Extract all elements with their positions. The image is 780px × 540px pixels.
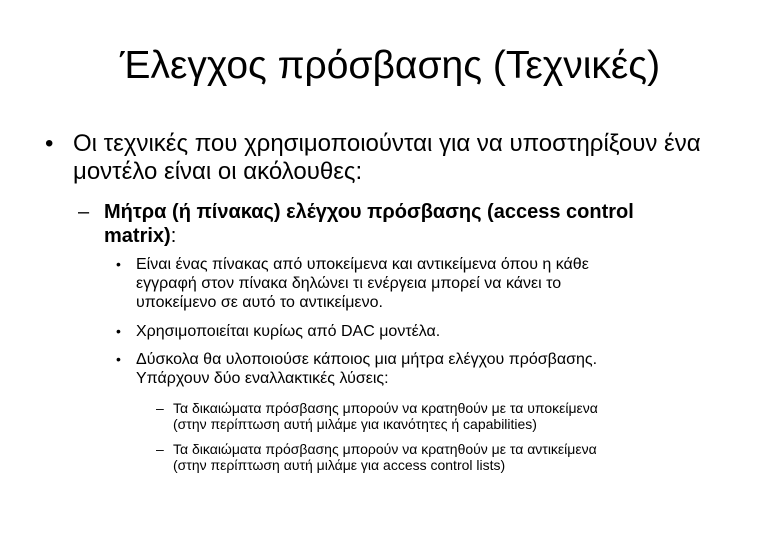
bullet-level3-text <box>136 255 756 312</box>
text-line: Τα δικαιώματα πρόσβασης μπορούν να κρατηθούν με τα υποκείμενα <box>173 400 598 416</box>
text-line: υποκείμενο σε αυτό το αντικείμενο. <box>136 294 383 311</box>
bullet-icon: • <box>116 351 121 367</box>
text-line: Δύσκολα θα υλοποιούσε κάποιος μια μήτρα ελέγχου πρόσβασης. <box>136 351 598 368</box>
bullet-level4-text <box>173 400 763 432</box>
text-line: (στην περίπτωση αυτή μιλάμε για ικανότητες ή capabilities) <box>173 416 537 432</box>
text-line: Υπάρχουν δύο εναλλακτικές λύσεις: <box>136 370 389 387</box>
heading-colon: : <box>170 225 177 247</box>
text-line: Χρησιμοποιείται κυρίως από DAC μοντέλα. <box>136 323 441 340</box>
bullet-level2-text <box>104 200 704 248</box>
bullet-icon: • <box>116 256 121 272</box>
text-line: Είναι ένας πίνακας από υποκείμενα και αντικείμενα όπου η κάθε <box>136 256 589 273</box>
dash-icon: – <box>156 441 164 457</box>
dash-icon: – <box>78 201 90 223</box>
text-line: εγγραφή στον πίνακα δηλώνει τι ενέργεια μπορεί να κάνει το <box>136 275 562 292</box>
bullet-level3-text <box>136 322 756 341</box>
text-line: (στην περίπτωση αυτή μιλάμε για access control lists) <box>173 457 506 473</box>
text-line: Τα δικαιώματα πρόσβασης μπορούν να κρατηθούν με τα αντικείμενα <box>173 441 597 457</box>
dash-icon: – <box>156 400 164 416</box>
bullet-level3-text <box>136 350 756 388</box>
bullet-level4-text <box>173 441 763 473</box>
bullet-icon: • <box>116 323 121 339</box>
slide-title: Έλεγχος πρόσβασης (Τεχνικές) <box>119 44 661 87</box>
access-control-matrix-heading: Μήτρα (ή πίνακας) ελέγχου πρόσβασης (access control matrix) <box>104 201 634 247</box>
bullet-icon: • <box>45 130 54 157</box>
bullet-level1-text: Οι τεχνικές που χρησιμοποιούνται για να υποστηρίξουν ένα μοντέλο είναι οι ακόλουθες: <box>73 130 701 185</box>
